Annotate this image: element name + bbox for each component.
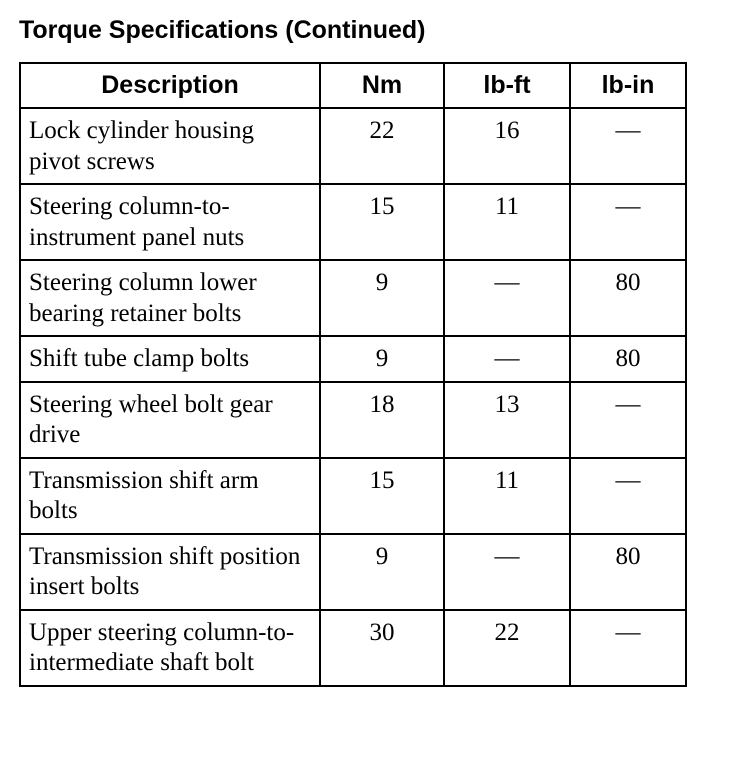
lb-in-cell: — bbox=[570, 108, 686, 184]
page-title: Torque Specifications (Continued) bbox=[19, 16, 426, 44]
column-header-lb-in: lb-in bbox=[570, 63, 686, 108]
column-header-description: Description bbox=[20, 63, 320, 108]
lb-in-cell: 80 bbox=[570, 336, 686, 382]
description-cell: Transmission shift arm bolts bbox=[20, 458, 320, 534]
nm-cell: 18 bbox=[320, 382, 444, 458]
nm-cell: 22 bbox=[320, 108, 444, 184]
table-row bbox=[20, 108, 686, 184]
table-row bbox=[20, 534, 686, 610]
table-row bbox=[20, 458, 686, 534]
lb-in-cell: — bbox=[570, 184, 686, 260]
lb-ft-cell: — bbox=[444, 260, 570, 336]
lb-ft-cell: — bbox=[444, 534, 570, 610]
description-cell: Upper steering column-to-intermediate shaft bolt bbox=[20, 610, 320, 686]
lb-ft-cell: — bbox=[444, 336, 570, 382]
lb-in-cell: — bbox=[570, 610, 686, 686]
description-cell: Transmission shift position insert bolts bbox=[20, 534, 320, 610]
table-header-row bbox=[20, 63, 686, 108]
table-row bbox=[20, 336, 686, 382]
column-header-nm: Nm bbox=[320, 63, 444, 108]
nm-cell: 15 bbox=[320, 458, 444, 534]
table-row bbox=[20, 382, 686, 458]
description-cell: Steering column lower bearing retainer bolts bbox=[20, 260, 320, 336]
table-row bbox=[20, 260, 686, 336]
description-cell: Steering column-to-instrument panel nuts bbox=[20, 184, 320, 260]
description-cell: Steering wheel bolt gear drive bbox=[20, 382, 320, 458]
lb-ft-cell: 22 bbox=[444, 610, 570, 686]
lb-in-cell: — bbox=[570, 458, 686, 534]
lb-in-cell: 80 bbox=[570, 260, 686, 336]
nm-cell: 30 bbox=[320, 610, 444, 686]
description-cell: Shift tube clamp bolts bbox=[20, 336, 320, 382]
nm-cell: 9 bbox=[320, 260, 444, 336]
table-row bbox=[20, 610, 686, 686]
description-cell: Lock cylinder housing pivot screws bbox=[20, 108, 320, 184]
lb-in-cell: 80 bbox=[570, 534, 686, 610]
lb-ft-cell: 16 bbox=[444, 108, 570, 184]
lb-ft-cell: 13 bbox=[444, 382, 570, 458]
lb-ft-cell: 11 bbox=[444, 184, 570, 260]
table-row bbox=[20, 184, 686, 260]
nm-cell: 9 bbox=[320, 336, 444, 382]
lb-ft-cell: 11 bbox=[444, 458, 570, 534]
torque-spec-table bbox=[19, 62, 687, 687]
nm-cell: 9 bbox=[320, 534, 444, 610]
lb-in-cell: — bbox=[570, 382, 686, 458]
nm-cell: 15 bbox=[320, 184, 444, 260]
column-header-lb-ft: lb-ft bbox=[444, 63, 570, 108]
